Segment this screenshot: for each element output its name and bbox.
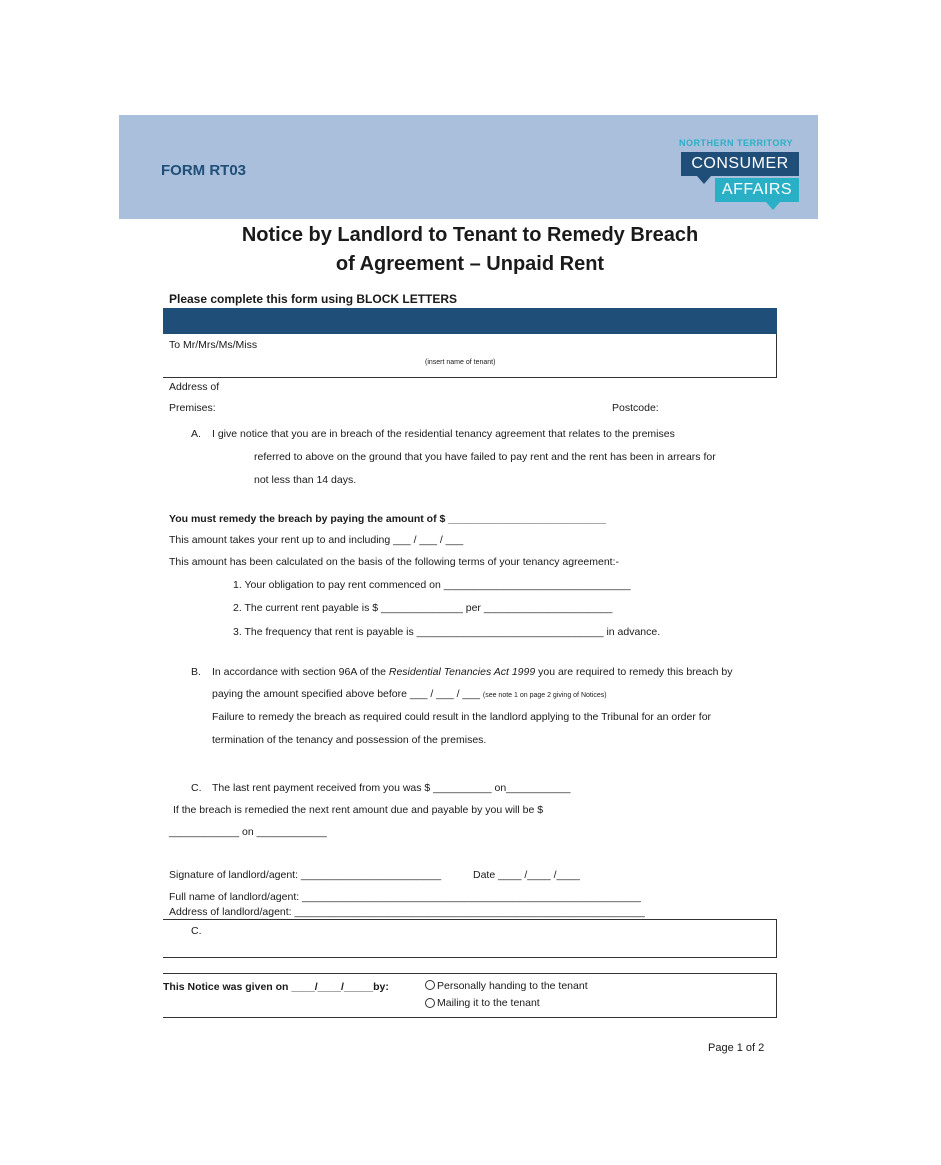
- divider: [163, 1017, 777, 1018]
- section-c2-letter: C.: [191, 925, 202, 937]
- page-title: Notice by Landlord to Tenant to Remedy Breach: [241, 224, 699, 246]
- section-a-line1: I give notice that you are in breach of the residential tenancy agreement that relates to the premises: [212, 428, 675, 440]
- rent-payable-field[interactable]: 2. The current rent payable is $ ______________ per ______________________: [233, 602, 613, 614]
- form-border-right: [776, 334, 777, 377]
- form-id: FORM RT03: [161, 162, 247, 179]
- remedy-amount-field[interactable]: You must remedy the breach by paying the amount of $ ___________________________: [169, 513, 606, 525]
- divider: [163, 919, 777, 920]
- notice-given-field[interactable]: This Notice was given on ____/____/_____by:: [163, 981, 389, 993]
- form-border-right: [776, 973, 777, 1017]
- logo-affairs-text: AFFAIRS: [715, 178, 799, 202]
- divider: [163, 957, 777, 958]
- signature-date-field[interactable]: Date ____ /____ /____: [473, 869, 580, 881]
- premises-label: Premises:: [169, 402, 216, 414]
- divider: [163, 973, 777, 974]
- next-rent-text: If the breach is remedied the next rent amount due and payable by you will be $: [173, 804, 544, 816]
- section-b-line3: Failure to remedy the breach as required could result in the landlord applying to the Tribunal for an order for: [212, 711, 712, 723]
- logo-consumer-text: CONSUMER: [681, 152, 799, 176]
- form-border-right: [776, 919, 777, 957]
- section-b-line4: termination of the tenancy and possession of the premises.: [212, 734, 487, 746]
- section-a-line3: not less than 14 days.: [254, 474, 357, 486]
- rent-up-to-field[interactable]: This amount takes your rent up to and including ___ / ___ / ___: [169, 534, 464, 546]
- basis-text: This amount has been calculated on the basis of the following terms of your tenancy agreement:-: [169, 556, 620, 568]
- next-rent-field[interactable]: ____________ on ____________: [169, 826, 327, 838]
- section-b-letter: B.: [191, 666, 201, 678]
- rent-commenced-field[interactable]: 1. Your obligation to pay rent commenced on ________________________________: [233, 579, 631, 591]
- address-label: Address of: [169, 381, 220, 393]
- option-personally-handing: Personally handing to the tenant: [437, 980, 588, 992]
- page-subtitle: of Agreement – Unpaid Rent: [335, 253, 605, 275]
- tenant-name-hint: (insert name of tenant): [425, 359, 496, 366]
- speech-bubble-tail-icon: [697, 176, 711, 184]
- section-b-line1: In accordance with section 96A of the Residential Tenancies Act 1999 you are required to remedy this breach by: [212, 666, 733, 678]
- section-a-letter: A.: [191, 428, 201, 440]
- form-header-bar: [163, 308, 777, 334]
- option-mailing: Mailing it to the tenant: [437, 997, 540, 1009]
- postcode-label: Postcode:: [612, 402, 659, 414]
- section-a-line2: referred to above on the ground that you have failed to pay rent and the rent has been in arrears for: [254, 451, 716, 463]
- page-number: Page 1 of 2: [708, 1042, 765, 1054]
- radio-mailing[interactable]: [425, 998, 435, 1008]
- rent-frequency-field[interactable]: 3. The frequency that rent is payable is ________________________________ in advance.: [233, 626, 661, 638]
- radio-personally-handing[interactable]: [425, 980, 435, 990]
- last-payment-field[interactable]: The last rent payment received from you was $ __________ on___________: [212, 782, 571, 794]
- section-c-letter: C.: [191, 782, 202, 794]
- to-label: To Mr/Mrs/Ms/Miss: [169, 339, 258, 351]
- landlord-address-field[interactable]: Address of landlord/agent: ____________________________________________________________: [169, 906, 645, 918]
- instructions: Please complete this form using BLOCK LETTERS: [169, 292, 458, 306]
- logo-territory-text: NORTHERN TERRITORY: [679, 138, 794, 148]
- divider: [163, 377, 777, 378]
- signature-field[interactable]: Signature of landlord/agent: ________________________: [169, 869, 442, 881]
- form-header: [119, 115, 818, 219]
- speech-bubble-tail-icon: [766, 202, 780, 210]
- landlord-name-field[interactable]: Full name of landlord/agent: __________________________________________________________: [169, 891, 641, 903]
- remedy-before-date-field[interactable]: paying the amount specified above before ___ / ___ / ___ (see note 1 on page 2 giving of Notices): [212, 688, 607, 700]
